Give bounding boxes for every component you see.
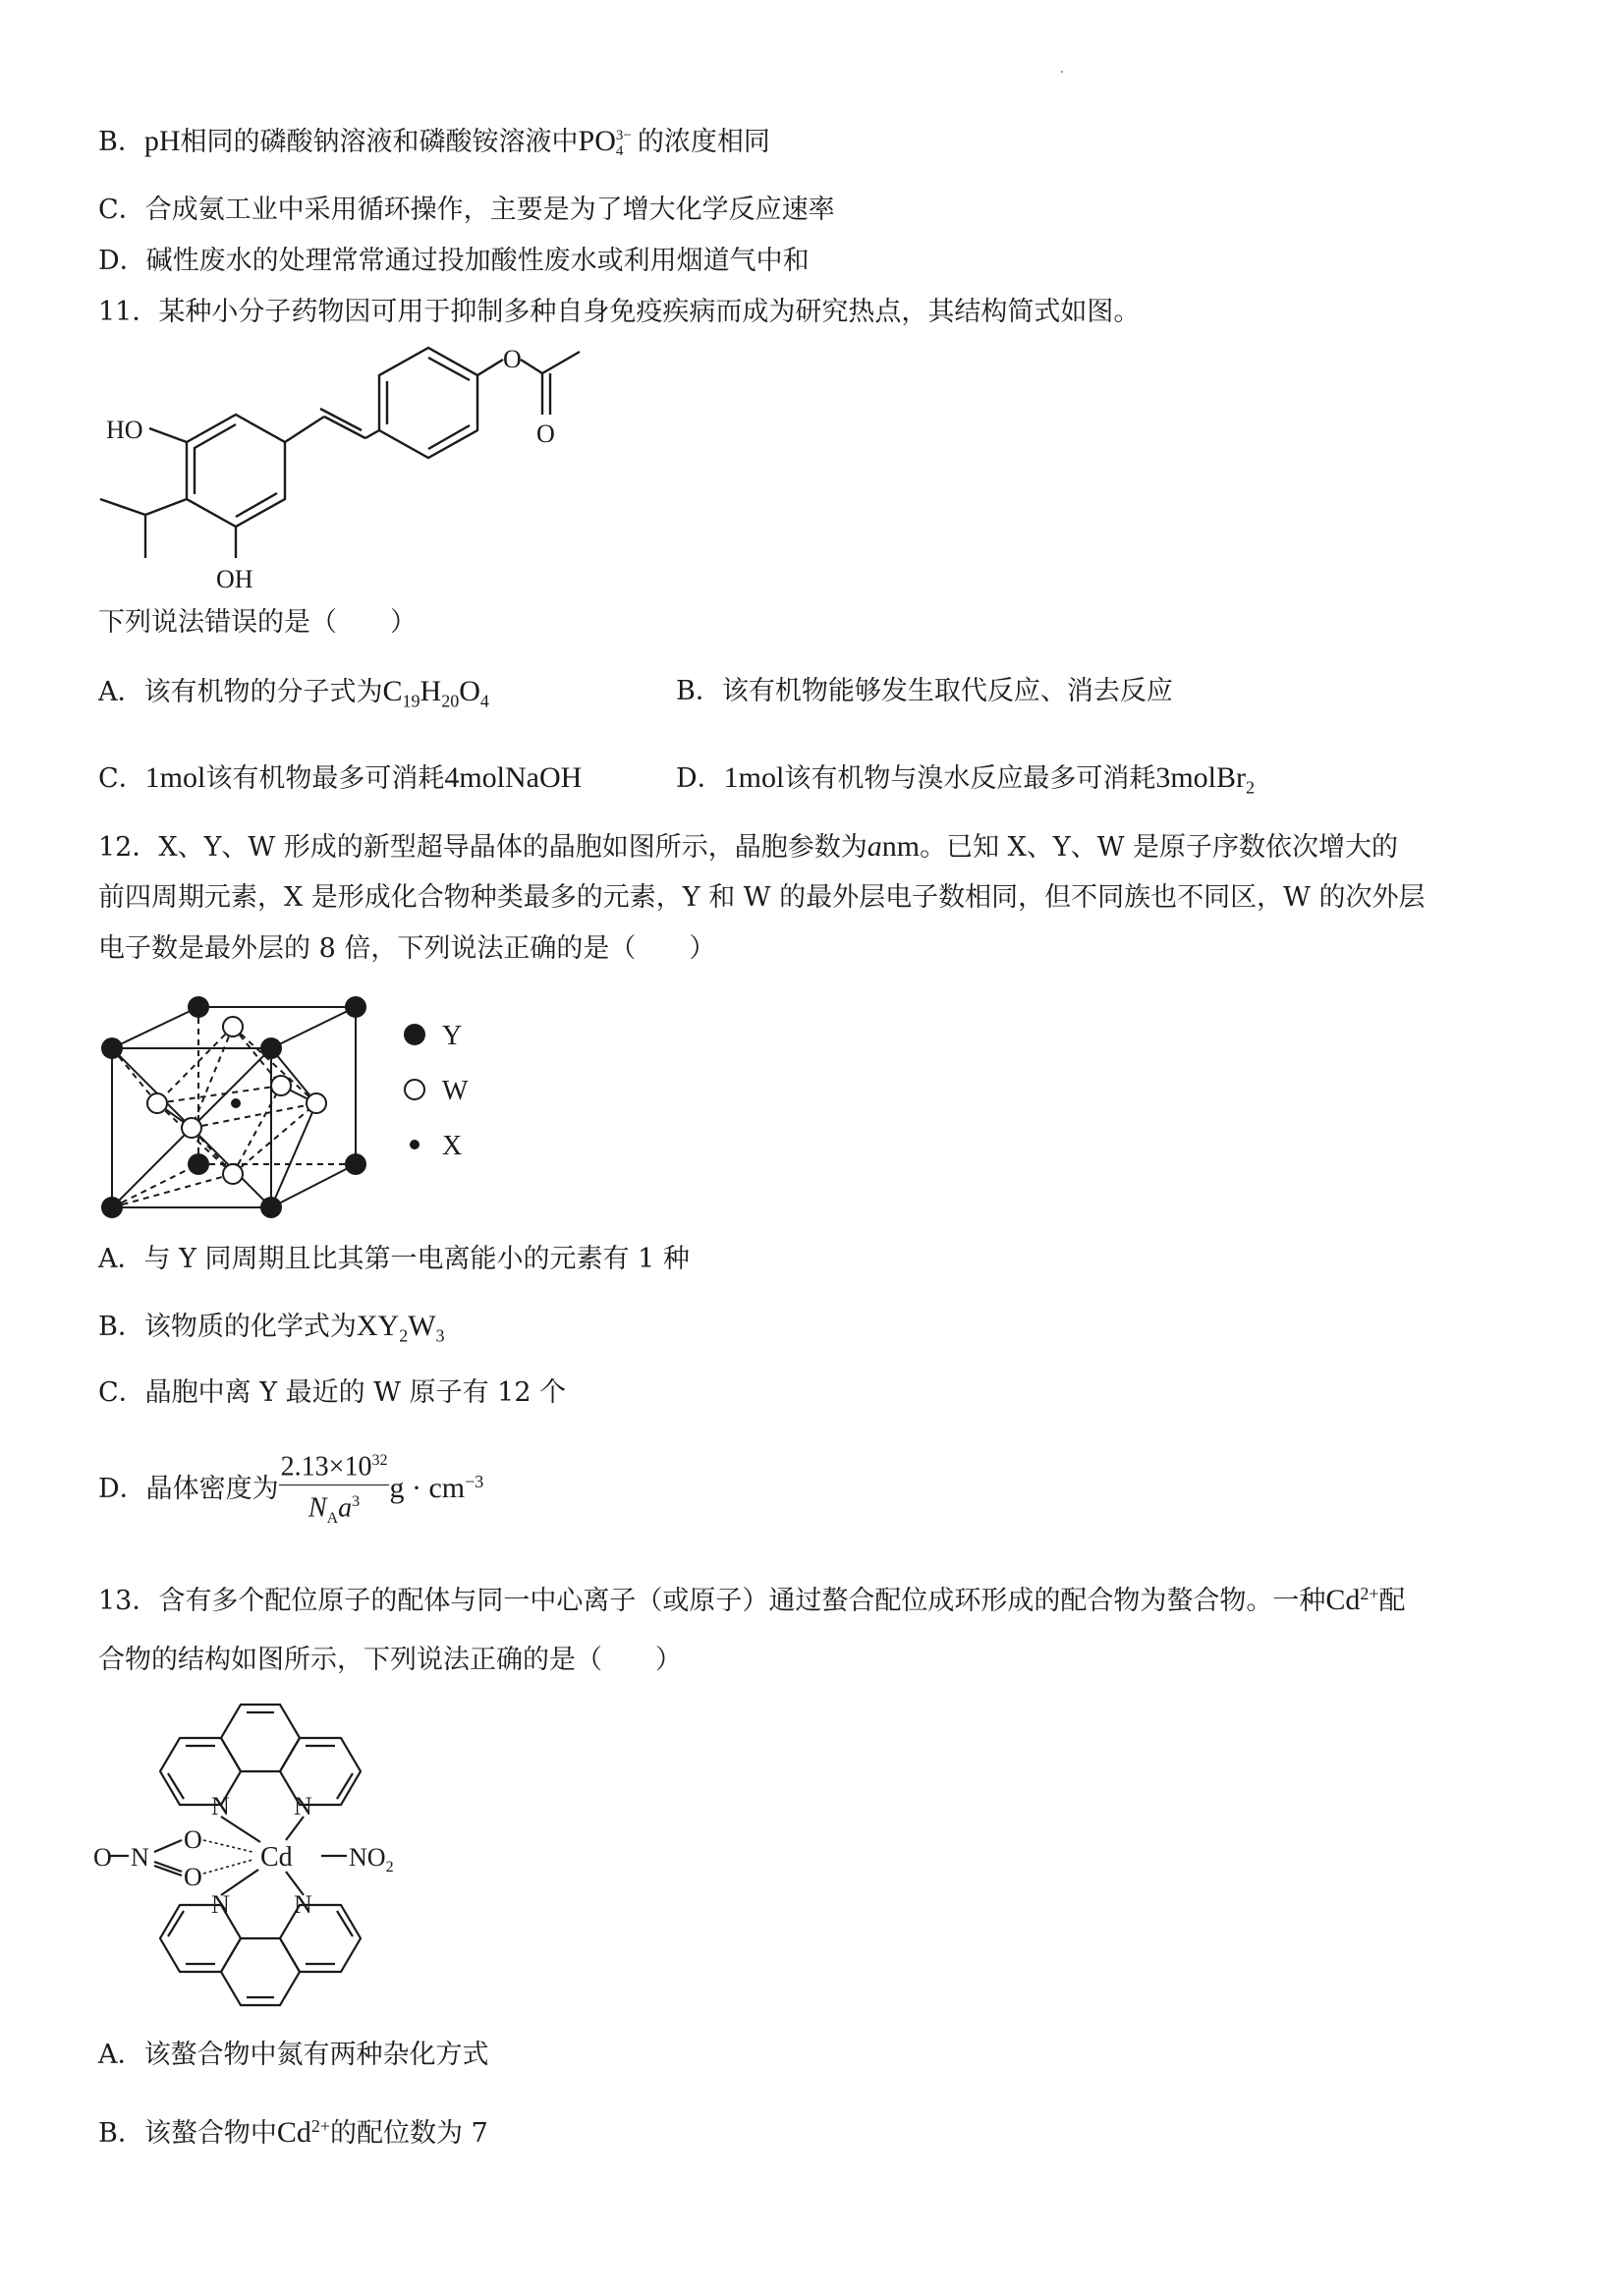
q12-stem-line1: 12．X、Y、W 形成的新型超导晶体的晶胞如图所示，晶胞参数为anm。已知 X、Y、W 是原子序数依次增大的 (98, 830, 1399, 863)
cd-center: Cd (260, 1842, 293, 1873)
q13-chelate-structure (93, 1695, 418, 2019)
q10-option-c: C．合成氨工业中采用循环操作，主要是为了增大化学反应速率 (98, 195, 835, 225)
o-terminal: O (93, 1843, 112, 1872)
q10-option-b: B．pH相同的磷酸钠溶液和磷酸铵溶液中PO 3− 4 的浓度相同 (98, 125, 770, 159)
q11-option-a: A．该有机物的分子式为$C_{19}H_{20}O_4$ (98, 675, 489, 711)
q13-stem-line2: 合物的结构如图所示，下列说法正确的是（ ） (98, 1645, 682, 1675)
legend-y-marker (404, 1024, 425, 1045)
legend-y-label: Y (442, 1021, 463, 1051)
legend-x-marker (410, 1140, 420, 1149)
n-bottom-left: N (211, 1890, 230, 1919)
q11-ester-o-label: O (503, 345, 522, 373)
o-lower: O (184, 1863, 202, 1891)
legend-w-label: W (442, 1076, 469, 1106)
density-fraction: $\frac{2.13\times 10^{32}}{N_Aa^3}$ (279, 1444, 390, 1535)
legend-x-label: X (442, 1131, 463, 1161)
no2-group: $NO_2$ (349, 1843, 394, 1876)
q12-option-d: D．晶体密度为 $\frac{2.13\times 10^{32}}{N_Aa^3}$ $g \cdot cm^{-3}$ (98, 1442, 483, 1536)
o-upper: O (184, 1825, 202, 1854)
q13-option-b: B．该螯合物中$Cd^{2+}$的配位数为 7 (98, 2116, 488, 2149)
q12-stem-line2: 前四周期元素，X 是形成化合物种类最多的元素，Y 和 W 的最外层电子数相同，但不同族也不同区，W 的次外层 (98, 882, 1426, 913)
q11-ho-label: HO (106, 416, 143, 444)
q10-option-d: D．碱性废水的处理常常通过投加酸性废水或利用烟道气中和 (98, 246, 810, 276)
q11-stem: 11．某种小分子药物因可用于抑制多种自身免疫疾病而成为研究热点，其结构简式如图。 (98, 297, 1141, 327)
q11-option-c: C．1mol该有机物最多可消耗4molNaOH (98, 761, 583, 794)
q11-question: 下列说法错误的是（ ） (98, 607, 417, 638)
page-speck (1061, 71, 1063, 73)
q12-option-b: B．该物质的化学式为$XY_2W_3$ (98, 1310, 445, 1346)
q12-option-a: A．与 Y 同周期且比其第一电离能小的元素有 1 种 (98, 1244, 690, 1274)
q12-unit-cell-diagram (98, 987, 511, 1223)
n-top-left: N (211, 1792, 230, 1820)
q11-option-d: D．1mol该有机物与溴水反应最多可消耗3molBr$_2$ (676, 761, 1255, 798)
q12-stem-line3: 电子数是最外层的 8 倍，下列说法正确的是（ ） (98, 933, 716, 964)
q11-oh-label: OH (216, 565, 253, 593)
q11-carbonyl-o-label: O (536, 420, 555, 448)
q13-option-a: A．该螯合物中氮有两种杂化方式 (98, 2040, 489, 2070)
q11-molecule-structure (88, 334, 599, 599)
q11-option-b: B．该有机物能够发生取代反应、消去反应 (676, 676, 1173, 706)
n-bottom-right: N (294, 1890, 312, 1919)
legend-w-marker (405, 1080, 424, 1099)
n-top-right: N (294, 1792, 312, 1820)
n-nitrate: N (131, 1843, 149, 1872)
q13-stem-line1: 13．含有多个配位原子的配体与同一中心离子（或原子）通过螯合配位成环形成的配合物为螯合物。一种$Cd^{2+}$配 (98, 1584, 1406, 1616)
q12-option-c: C．晶胞中离 Y 最近的 W 原子有 12 个 (98, 1377, 567, 1408)
